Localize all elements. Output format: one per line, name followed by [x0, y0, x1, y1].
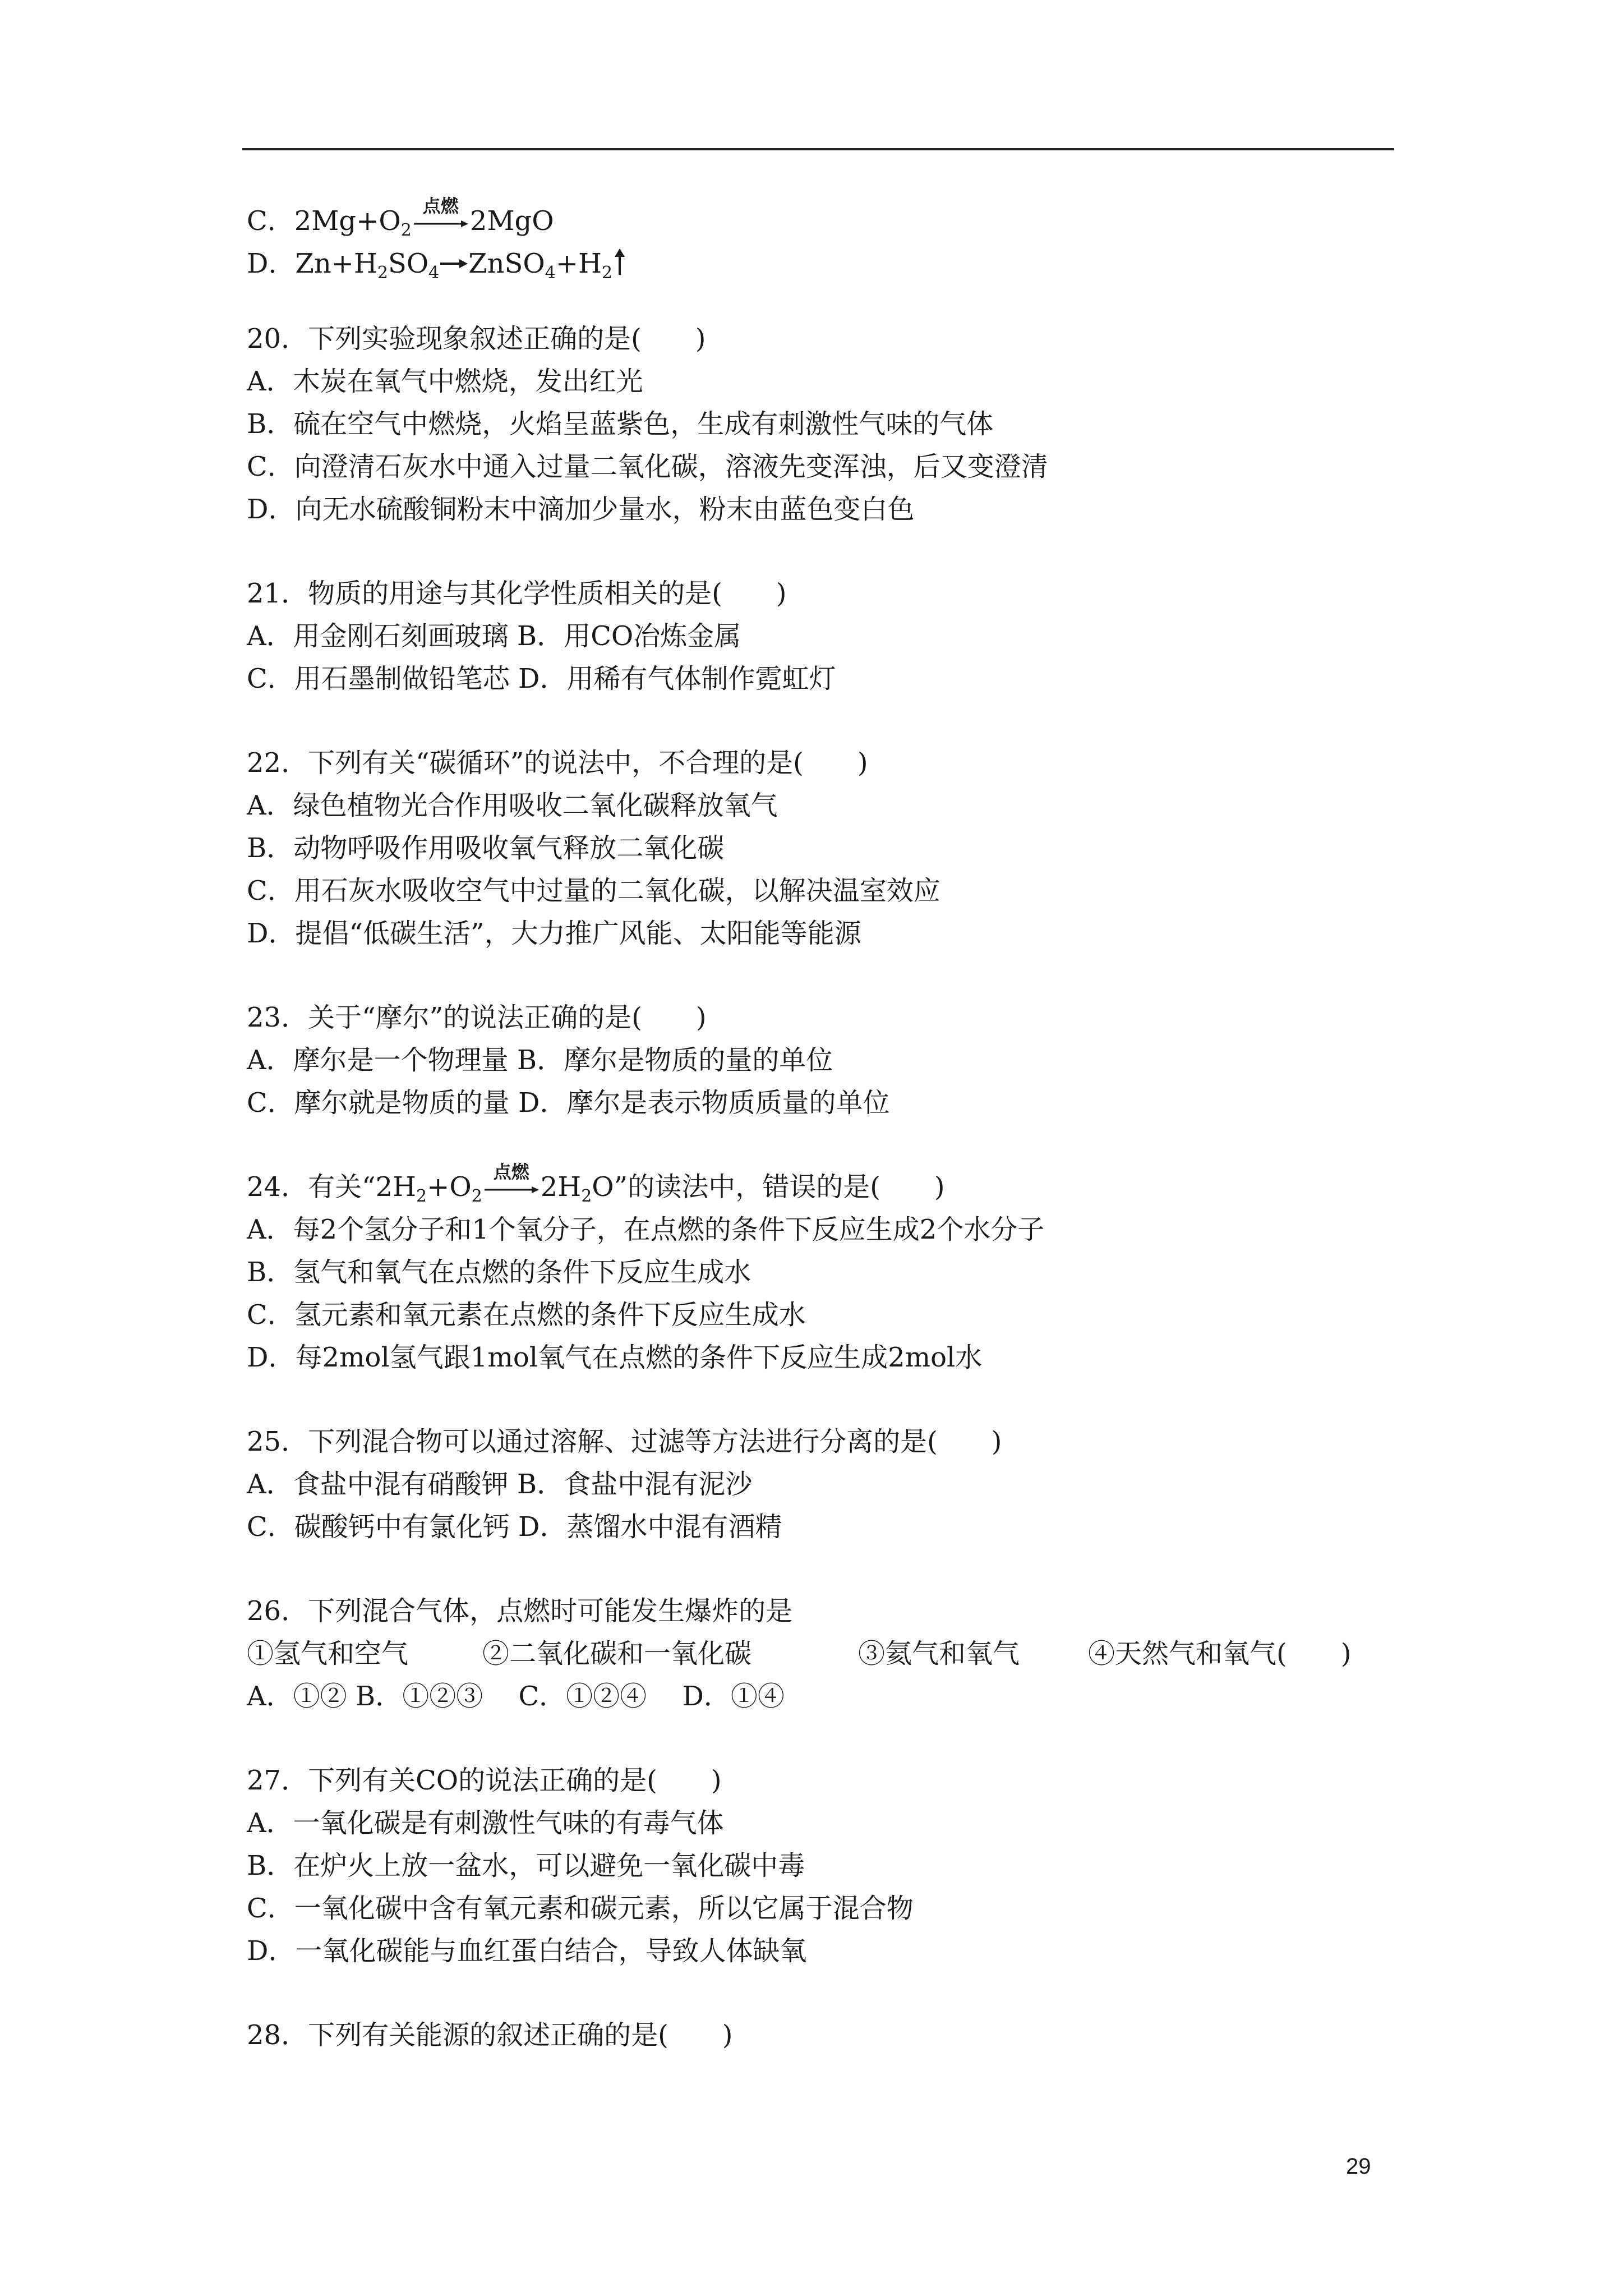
question-21-stem: 21．物质的用途与其化学性质相关的是( )	[247, 578, 787, 609]
question-24-option-a: A．每2个氢分子和1个氧分子，在点燃的条件下反应生成2个水分子	[247, 1214, 1045, 1245]
question-27-option-b: B．在炉火上放一盆水，可以避免一氧化碳中毒	[247, 1850, 805, 1881]
question-26-item-1: ①氢气和空气	[247, 1638, 409, 1669]
question-20-option-a: A．木炭在氧气中燃烧，发出红光	[247, 366, 643, 397]
option-d-prev: D．$Zn+H_2SO_4$ $ZnSO_4+H_2$	[247, 242, 1441, 285]
question-26-item-3: ③氦气和氧气	[858, 1638, 1020, 1669]
question-20-option-d: D．向无水硫酸铜粉末中滴加少量水，粉末由蓝色变白色	[247, 494, 915, 525]
question-23-options-ab: A．摩尔是一个物理量 B．摩尔是物质的量的单位	[247, 1045, 833, 1076]
question-21-options-cd: C．用石墨制做铅笔芯 D．用稀有气体制作霓虹灯	[247, 663, 836, 694]
question-26-item-2: ②二氧化碳和一氧化碳	[482, 1638, 752, 1669]
question-23-stem: 23．关于“摩尔”的说法正确的是( )	[247, 1002, 707, 1033]
question-25-stem: 25．下列混合物可以通过溶解、过滤等方法进行分离的是( )	[247, 1426, 1002, 1457]
reaction-arrow: 点燃	[413, 200, 469, 233]
reaction-arrow: 点燃	[483, 1166, 540, 1199]
page-number: 29	[1346, 2154, 1371, 2179]
question-27-option-c: C．一氧化碳中含有氧元素和碳元素，所以它属于混合物	[247, 1893, 914, 1924]
header-rule	[242, 148, 1394, 150]
question-25-options-ab: A．食盐中混有硝酸钾 B．食盐中混有泥沙	[247, 1469, 753, 1500]
question-27-option-d: D．一氧化碳能与血红蛋白结合，导致人体缺氧	[247, 1935, 807, 1967]
question-24-option-c: C．氢元素和氧元素在点燃的条件下反应生成水	[247, 1299, 806, 1331]
question-28-stem: 28．下列有关能源的叙述正确的是( )	[247, 2019, 733, 2051]
question-26-stem: 26．下列混合气体，点燃时可能发生爆炸的是	[247, 1595, 793, 1627]
question-27-option-a: A．一氧化碳是有刺激性气味的有毒气体	[247, 1807, 724, 1839]
up-arrow-icon	[612, 248, 627, 276]
question-24-option-d: D．每2mol氢气跟1mol氧气在点燃的条件下反应生成2mol水	[247, 1342, 983, 1373]
option-c-prev: C．$2Mg+O_2$ 点燃 2MgO	[247, 195, 554, 240]
question-22-option-d: D．提倡“低碳生活”，大力推广风能、太阳能等能源	[247, 918, 861, 949]
question-24-option-b: B．氢气和氧气在点燃的条件下反应生成水	[247, 1257, 751, 1288]
question-22-option-b: B．动物呼吸作用吸收氧气释放二氧化碳	[247, 832, 725, 864]
question-20-option-b: B．硫在空气中燃烧，火焰呈蓝紫色，生成有刺激性气味的气体	[247, 408, 994, 440]
right-arrow-icon	[439, 252, 468, 275]
question-22-option-c: C．用石灰水吸收空气中过量的二氧化碳，以解决温室效应	[247, 875, 940, 907]
question-22-option-a: A．绿色植物光合作用吸收二氧化碳释放氧气	[247, 790, 778, 821]
question-26-options: A．①② B．①②③ C．①②④ D．①④	[247, 1681, 785, 1712]
question-23-options-cd: C．摩尔就是物质的量 D．摩尔是表示物质质量的单位	[247, 1087, 890, 1119]
question-26-items	[247, 1632, 1441, 1675]
question-20-stem: 20．下列实验现象叙述正确的是( )	[247, 323, 706, 355]
question-26-item-4: ④天然气和氧气( )	[1088, 1638, 1352, 1669]
question-21-options-ab: A．用金刚石刻画玻璃 B．用CO冶炼金属	[247, 620, 741, 652]
question-27-stem: 27．下列有关CO的说法正确的是( )	[247, 1765, 722, 1796]
question-24-stem: 24．有关“$2H_2+O_2$ 点燃 $2H_2O$”的读法中，错误的是( )	[247, 1161, 945, 1206]
question-25-options-cd: C．碳酸钙中有氯化钙 D．蒸馏水中混有酒精	[247, 1511, 782, 1543]
question-20-option-c: C．向澄清石灰水中通入过量二氧化碳，溶液先变浑浊，后又变澄清	[247, 451, 1048, 482]
document-body	[247, 195, 1441, 2056]
question-22-stem: 22．下列有关“碳循环”的说法中，不合理的是( )	[247, 747, 868, 779]
